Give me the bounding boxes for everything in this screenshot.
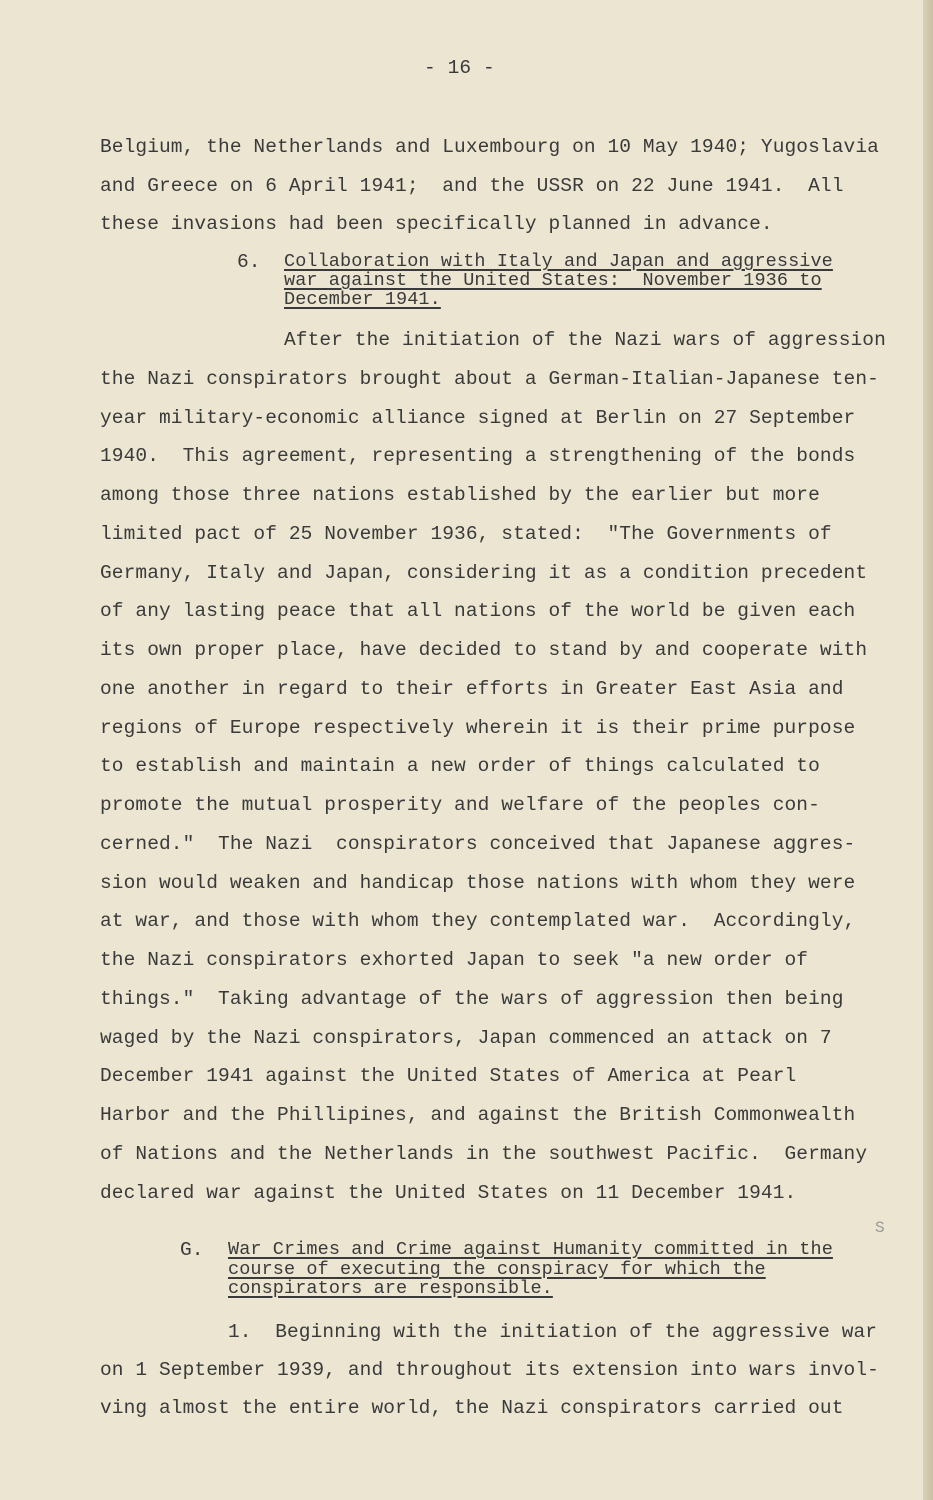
text-line: on 1 September 1939, and throughout its extension into wars invol- — [100, 1359, 879, 1381]
text-line: cerned." The Nazi conspirators conceived that Japanese aggres- — [100, 833, 856, 855]
text-line: sion would weaken and handicap those nations with whom they were — [100, 872, 856, 894]
heading-line: December 1941. — [284, 289, 441, 310]
heading-number: G. — [180, 1239, 204, 1261]
text-line: and Greece on 6 April 1941; and the USSR on 22 June 1941. All — [100, 175, 844, 197]
text-line: 1940. This agreement, representing a strengthening of the bonds — [100, 445, 856, 467]
text-line: these invasions had been specifically planned in advance. — [100, 213, 773, 235]
text-line: at war, and those with whom they contemplated war. Accordingly, — [100, 910, 856, 932]
page-number: - 16 - — [424, 57, 495, 79]
text-line: ving almost the entire world, the Nazi conspirators carried out — [100, 1397, 844, 1419]
text-line: December 1941 against the United States of America at Pearl — [100, 1065, 797, 1087]
text-line: 1. Beginning with the initiation of the aggressive war — [228, 1321, 878, 1343]
text-line: Harbor and the Phillipines, and against the British Commonwealth — [100, 1104, 856, 1126]
text-line: its own proper place, have decided to stand by and cooperate with — [100, 639, 868, 661]
text-line: waged by the Nazi conspirators, Japan commenced an attack on 7 — [100, 1027, 832, 1049]
text-line: limited pact of 25 November 1936, stated: "The Governments of — [100, 523, 832, 545]
heading-line: War Crimes and Crime against Humanity committed in the — [228, 1239, 833, 1260]
text-line: things." Taking advantage of the wars of aggression then being — [100, 988, 844, 1010]
text-line: to establish and maintain a new order of things calculated to — [100, 755, 820, 777]
text-line: Germany, Italy and Japan, considering it as a condition precedent — [100, 562, 868, 584]
text-line: the Nazi conspirators exhorted Japan to seek "a new order of — [100, 949, 809, 971]
heading-line: war against the United States: November 1936 to — [284, 270, 822, 291]
text-line: among those three nations established by the earlier but more — [100, 484, 820, 506]
text-line: one another in regard to their efforts in Greater East Asia and — [100, 678, 844, 700]
page-edge — [923, 0, 933, 1500]
heading-line: Collaboration with Italy and Japan and aggressive — [284, 251, 833, 272]
margin-mark: S — [875, 1219, 885, 1237]
text-line: regions of Europe respectively wherein it is their prime purpose — [100, 717, 856, 739]
text-line: Belgium, the Netherlands and Luxembourg on 10 May 1940; Yugoslavia — [100, 136, 879, 158]
text-line: of any lasting peace that all nations of the world be given each — [100, 600, 856, 622]
text-line: After the initiation of the Nazi wars of aggression — [284, 329, 886, 351]
heading-number: 6. — [237, 251, 261, 273]
text-line: the Nazi conspirators brought about a German-Italian-Japanese ten- — [100, 368, 879, 390]
heading-line: conspirators are responsible. — [228, 1278, 553, 1299]
text-line: of Nations and the Netherlands in the southwest Pacific. Germany — [100, 1143, 868, 1165]
text-line: year military-economic alliance signed at Berlin on 27 September — [100, 407, 856, 429]
text-line: promote the mutual prosperity and welfare of the peoples con- — [100, 794, 820, 816]
heading-line: course of executing the conspiracy for which the — [228, 1259, 766, 1280]
text-line: declared war against the United States on 11 December 1941. — [100, 1182, 797, 1204]
